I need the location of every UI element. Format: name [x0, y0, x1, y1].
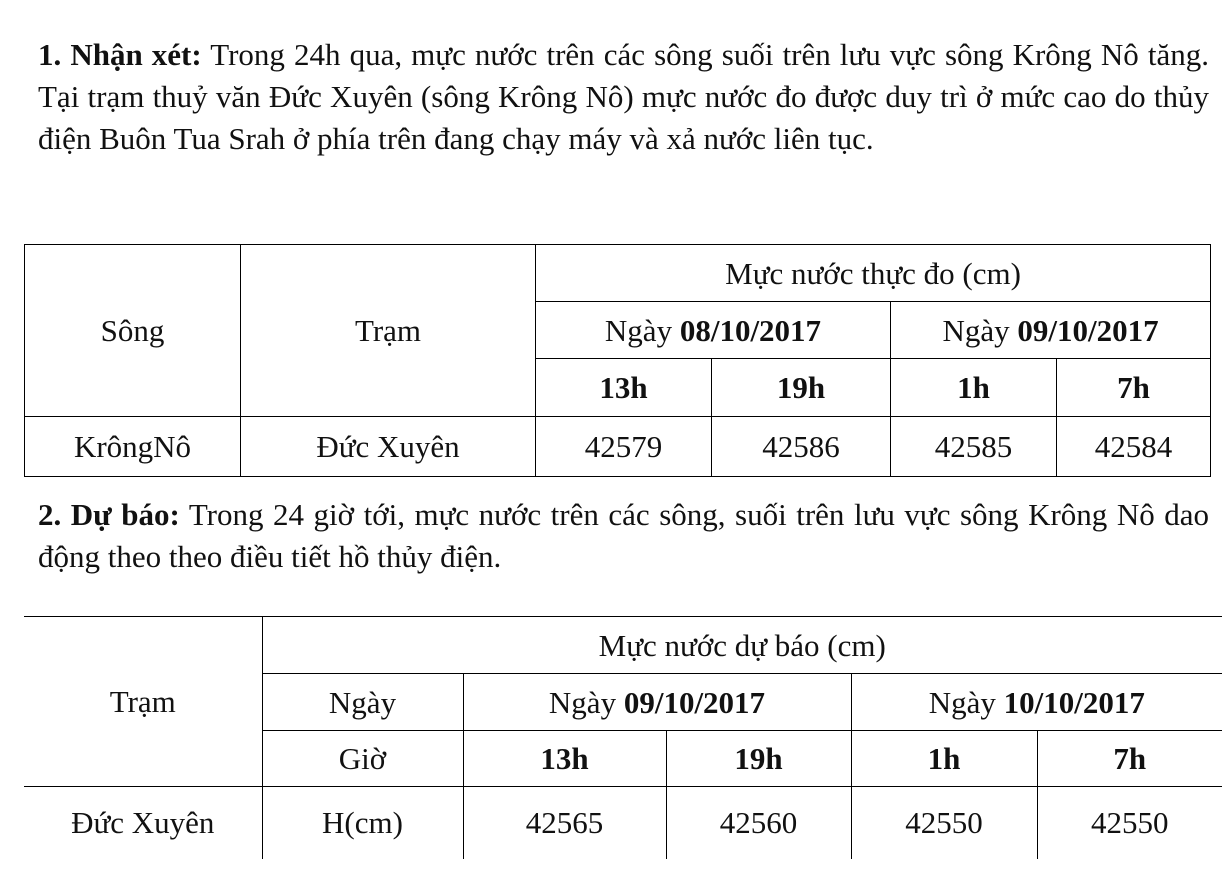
table-row	[24, 787, 1222, 859]
cell-value: 42586	[712, 417, 891, 477]
header-day-1	[463, 674, 851, 731]
cell-value: 42550	[1037, 787, 1222, 859]
day-2-date: 10/10/2017	[1003, 684, 1145, 720]
section-1-paragraph	[38, 34, 1209, 160]
section-1-heading: 1. Nhận xét:	[38, 37, 202, 72]
cell-value: 42550	[851, 787, 1037, 859]
section-1-text: Trong 24h qua, mực nước trên các sông suối trên lưu vực sông Krông Nô tăng. Tại trạm thuỷ văn Đức Xuyên (sông Krông Nô) mực nước đo được duy trì ở mức cao do thủy điện Buôn Tua Srah ở phía trên đang chạy máy và xả nước liên tục.	[38, 37, 1209, 156]
day-2-prefix: Ngày	[942, 312, 1018, 348]
forecast-water-level-table	[24, 616, 1222, 859]
section-2-paragraph	[38, 494, 1209, 578]
day-2-prefix: Ngày	[928, 684, 1004, 720]
section-2-heading: 2. Dự báo:	[38, 497, 180, 532]
header-observed-level: Mực nước thực đo (cm)	[536, 245, 1211, 302]
header-song: Sông	[25, 245, 241, 417]
cell-value: 42585	[891, 417, 1057, 477]
day-1-date: 08/10/2017	[679, 312, 822, 348]
section-2-text: Trong 24 giờ tới, mực nước trên các sông, suối trên lưu vực sông Krông Nô dao động theo theo điều tiết hồ thủy điện.	[38, 497, 1209, 574]
cell-value: 42584	[1057, 417, 1211, 477]
day-1-date: 09/10/2017	[623, 684, 766, 720]
hour-header: 7h	[1037, 731, 1222, 787]
table-row	[25, 417, 1211, 477]
hour-header: 13h	[536, 359, 712, 417]
cell-value: 42565	[463, 787, 666, 859]
cell-unit: H(cm)	[262, 787, 463, 859]
header-day-2	[851, 674, 1222, 731]
hour-header: 19h	[666, 731, 851, 787]
hour-header: 13h	[463, 731, 666, 787]
header-day-1	[536, 302, 891, 359]
day-1-prefix: Ngày	[548, 684, 624, 720]
hour-header: 1h	[851, 731, 1037, 787]
header-tram: Trạm	[24, 617, 262, 787]
cell-song: KrôngNô	[25, 417, 241, 477]
hour-header: 19h	[712, 359, 891, 417]
day-1-prefix: Ngày	[604, 312, 680, 348]
header-tram: Trạm	[241, 245, 536, 417]
cell-value: 42560	[666, 787, 851, 859]
hour-header: 7h	[1057, 359, 1211, 417]
label-gio: Giờ	[262, 731, 463, 787]
header-forecast-level: Mực nước dự báo (cm)	[262, 617, 1222, 674]
cell-value: 42579	[536, 417, 712, 477]
observed-water-level-table	[24, 244, 1211, 477]
label-ngay: Ngày	[262, 674, 463, 731]
header-day-2	[891, 302, 1211, 359]
day-2-date: 09/10/2017	[1017, 312, 1159, 348]
cell-tram: Đức Xuyên	[241, 417, 536, 477]
hour-header: 1h	[891, 359, 1057, 417]
cell-tram: Đức Xuyên	[24, 787, 262, 859]
